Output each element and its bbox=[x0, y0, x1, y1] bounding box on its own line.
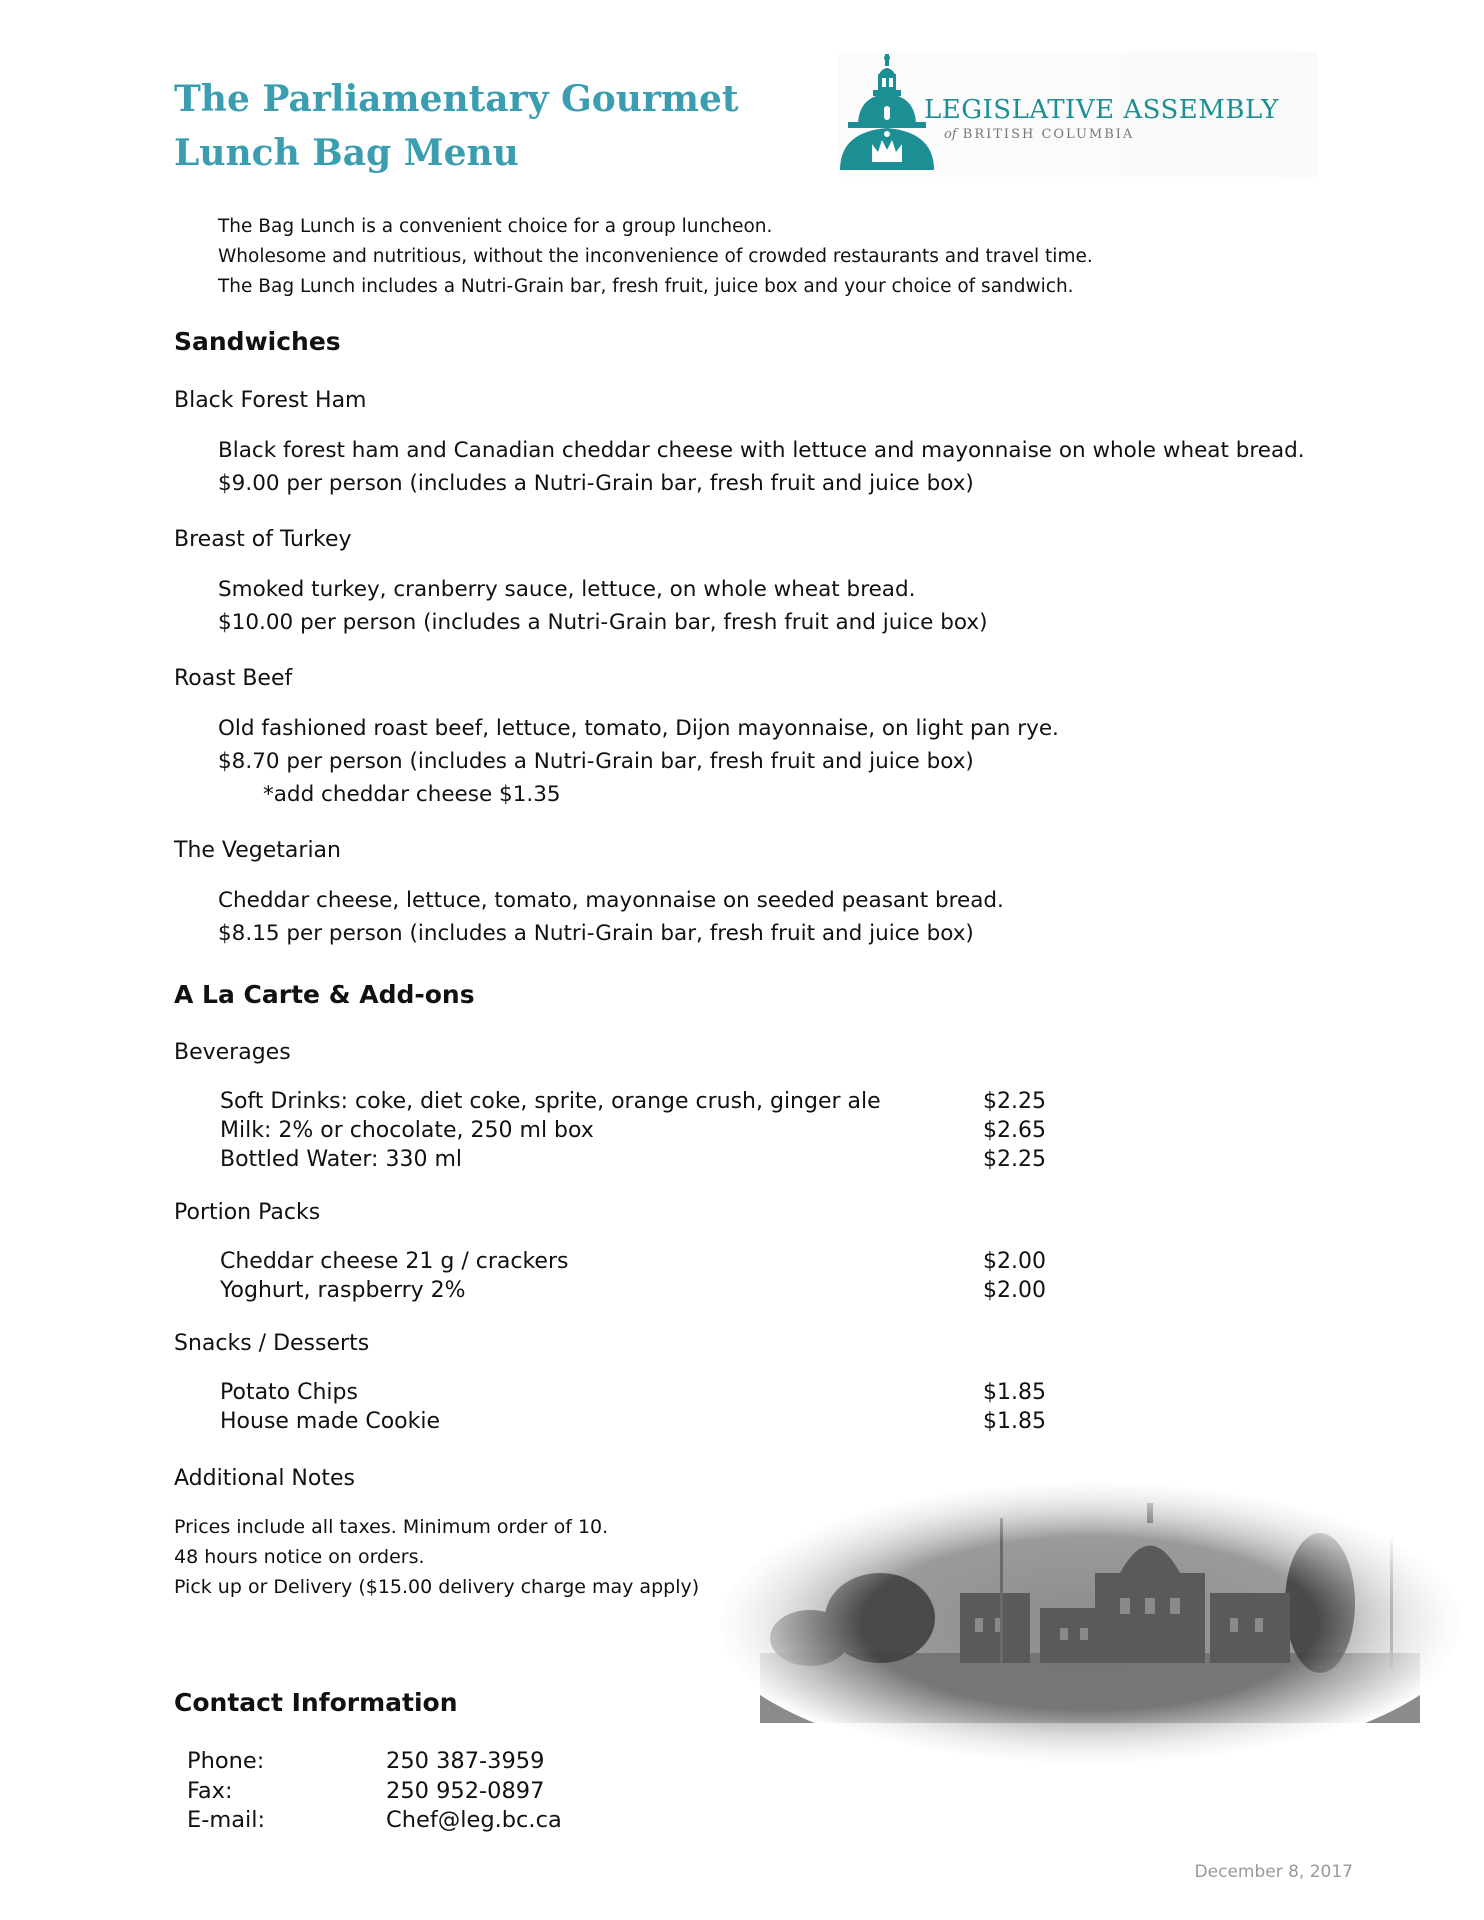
sandwich-details bbox=[218, 884, 1004, 950]
sandwich-description: Old fashioned roast beef, lettuce, tomato, Dijon mayonnaise, on light pan rye. bbox=[218, 716, 1059, 741]
intro-text bbox=[218, 212, 1093, 302]
title-line-1: The Parliamentary Gourmet bbox=[174, 78, 739, 120]
fax-value: 250 952-0897 bbox=[386, 1777, 545, 1804]
item-label: House made Cookie bbox=[220, 1409, 441, 1434]
sandwich-name: Breast of Turkey bbox=[174, 527, 352, 552]
phone-label: Phone: bbox=[187, 1748, 265, 1774]
sandwich-price: $8.70 per person (includes a Nutri-Grain bar, fresh fruit and juice box) bbox=[218, 749, 974, 774]
document-date: December 8, 2017 bbox=[1194, 1862, 1353, 1882]
note-line: 48 hours notice on orders. bbox=[174, 1546, 425, 1568]
note-line: Pick up or Delivery ($15.00 delivery charge may apply) bbox=[174, 1576, 700, 1598]
group-name: Beverages bbox=[174, 1040, 291, 1065]
item-label: Bottled Water: 330 ml bbox=[220, 1147, 462, 1172]
contact-info bbox=[187, 1747, 562, 1836]
item-price: $2.00 bbox=[983, 1278, 1046, 1303]
sandwich-name: Black Forest Ham bbox=[174, 388, 367, 413]
item-label: Yoghurt, raspberry 2% bbox=[220, 1278, 466, 1303]
item-label: Soft Drinks: coke, diet coke, sprite, orange crush, ginger ale bbox=[220, 1089, 881, 1114]
item-price: $1.85 bbox=[983, 1409, 1046, 1434]
item-price: $2.25 bbox=[983, 1147, 1046, 1172]
section-heading-sandwiches: Sandwiches bbox=[174, 327, 341, 356]
sandwich-description: Cheddar cheese, lettuce, tomato, mayonnaise on seeded peasant bread. bbox=[218, 888, 1004, 913]
logo-subtitle: of BRITISH COLUMBIA bbox=[944, 127, 1135, 142]
item-price: $2.00 bbox=[983, 1249, 1046, 1274]
legislature-building-image bbox=[700, 1478, 1460, 1768]
item-label: Milk: 2% or chocolate, 250 ml box bbox=[220, 1118, 594, 1143]
email-label: E-mail: bbox=[187, 1807, 266, 1833]
logo-title: LEGISLATIVE ASSEMBLY bbox=[924, 95, 1279, 125]
intro-line: The Bag Lunch is a convenient choice for a group luncheon. bbox=[218, 216, 773, 237]
sandwich-addon-note: *add cheddar cheese $1.35 bbox=[263, 782, 561, 807]
sandwich-price: $9.00 per person (includes a Nutri-Grain bar, fresh fruit and juice box) bbox=[218, 471, 974, 496]
note-line: Prices include all taxes. Minimum order of 10. bbox=[174, 1516, 609, 1538]
section-heading-alacarte: A La Carte & Add-ons bbox=[174, 980, 475, 1009]
sandwich-details bbox=[218, 434, 1305, 500]
sandwich-description: Black forest ham and Canadian cheddar cheese with lettuce and mayonnaise on whole wheat bread. bbox=[218, 438, 1305, 463]
contact-row-fax bbox=[187, 1777, 562, 1807]
item-price: $2.25 bbox=[983, 1089, 1046, 1114]
email-value: Chef@leg.bc.ca bbox=[386, 1807, 562, 1833]
sandwich-price: $8.15 per person (includes a Nutri-Grain bar, fresh fruit and juice box) bbox=[218, 921, 974, 946]
fax-label: Fax: bbox=[187, 1777, 233, 1804]
section-heading-contact: Contact Information bbox=[174, 1688, 458, 1717]
item-price: $1.85 bbox=[983, 1380, 1046, 1405]
sandwich-description: Smoked turkey, cranberry sauce, lettuce, on whole wheat bread. bbox=[218, 577, 916, 602]
group-name: Portion Packs bbox=[174, 1200, 321, 1225]
contact-row-email bbox=[187, 1806, 562, 1836]
sandwich-name: Roast Beef bbox=[174, 666, 293, 691]
phone-value: 250 387-3959 bbox=[386, 1748, 545, 1774]
contact-row-phone bbox=[187, 1747, 562, 1777]
page-title bbox=[174, 72, 739, 180]
sandwich-details bbox=[218, 573, 988, 639]
item-label: Cheddar cheese 21 g / crackers bbox=[220, 1249, 569, 1274]
sandwich-name: The Vegetarian bbox=[174, 838, 341, 863]
notes-text bbox=[174, 1512, 699, 1602]
intro-line: The Bag Lunch includes a Nutri-Grain bar, fresh fruit, juice box and your choice of sandwich. bbox=[218, 276, 1074, 297]
item-price: $2.65 bbox=[983, 1118, 1046, 1143]
section-heading-notes: Additional Notes bbox=[174, 1466, 355, 1491]
intro-line: Wholesome and nutritious, without the inconvenience of crowded restaurants and travel time. bbox=[218, 246, 1093, 267]
group-name: Snacks / Desserts bbox=[174, 1331, 370, 1356]
title-line-2: Lunch Bag Menu bbox=[174, 132, 519, 174]
item-label: Potato Chips bbox=[220, 1380, 358, 1405]
sandwich-price: $10.00 per person (includes a Nutri-Grain bar, fresh fruit and juice box) bbox=[218, 610, 988, 635]
sandwich-details bbox=[218, 712, 1059, 811]
